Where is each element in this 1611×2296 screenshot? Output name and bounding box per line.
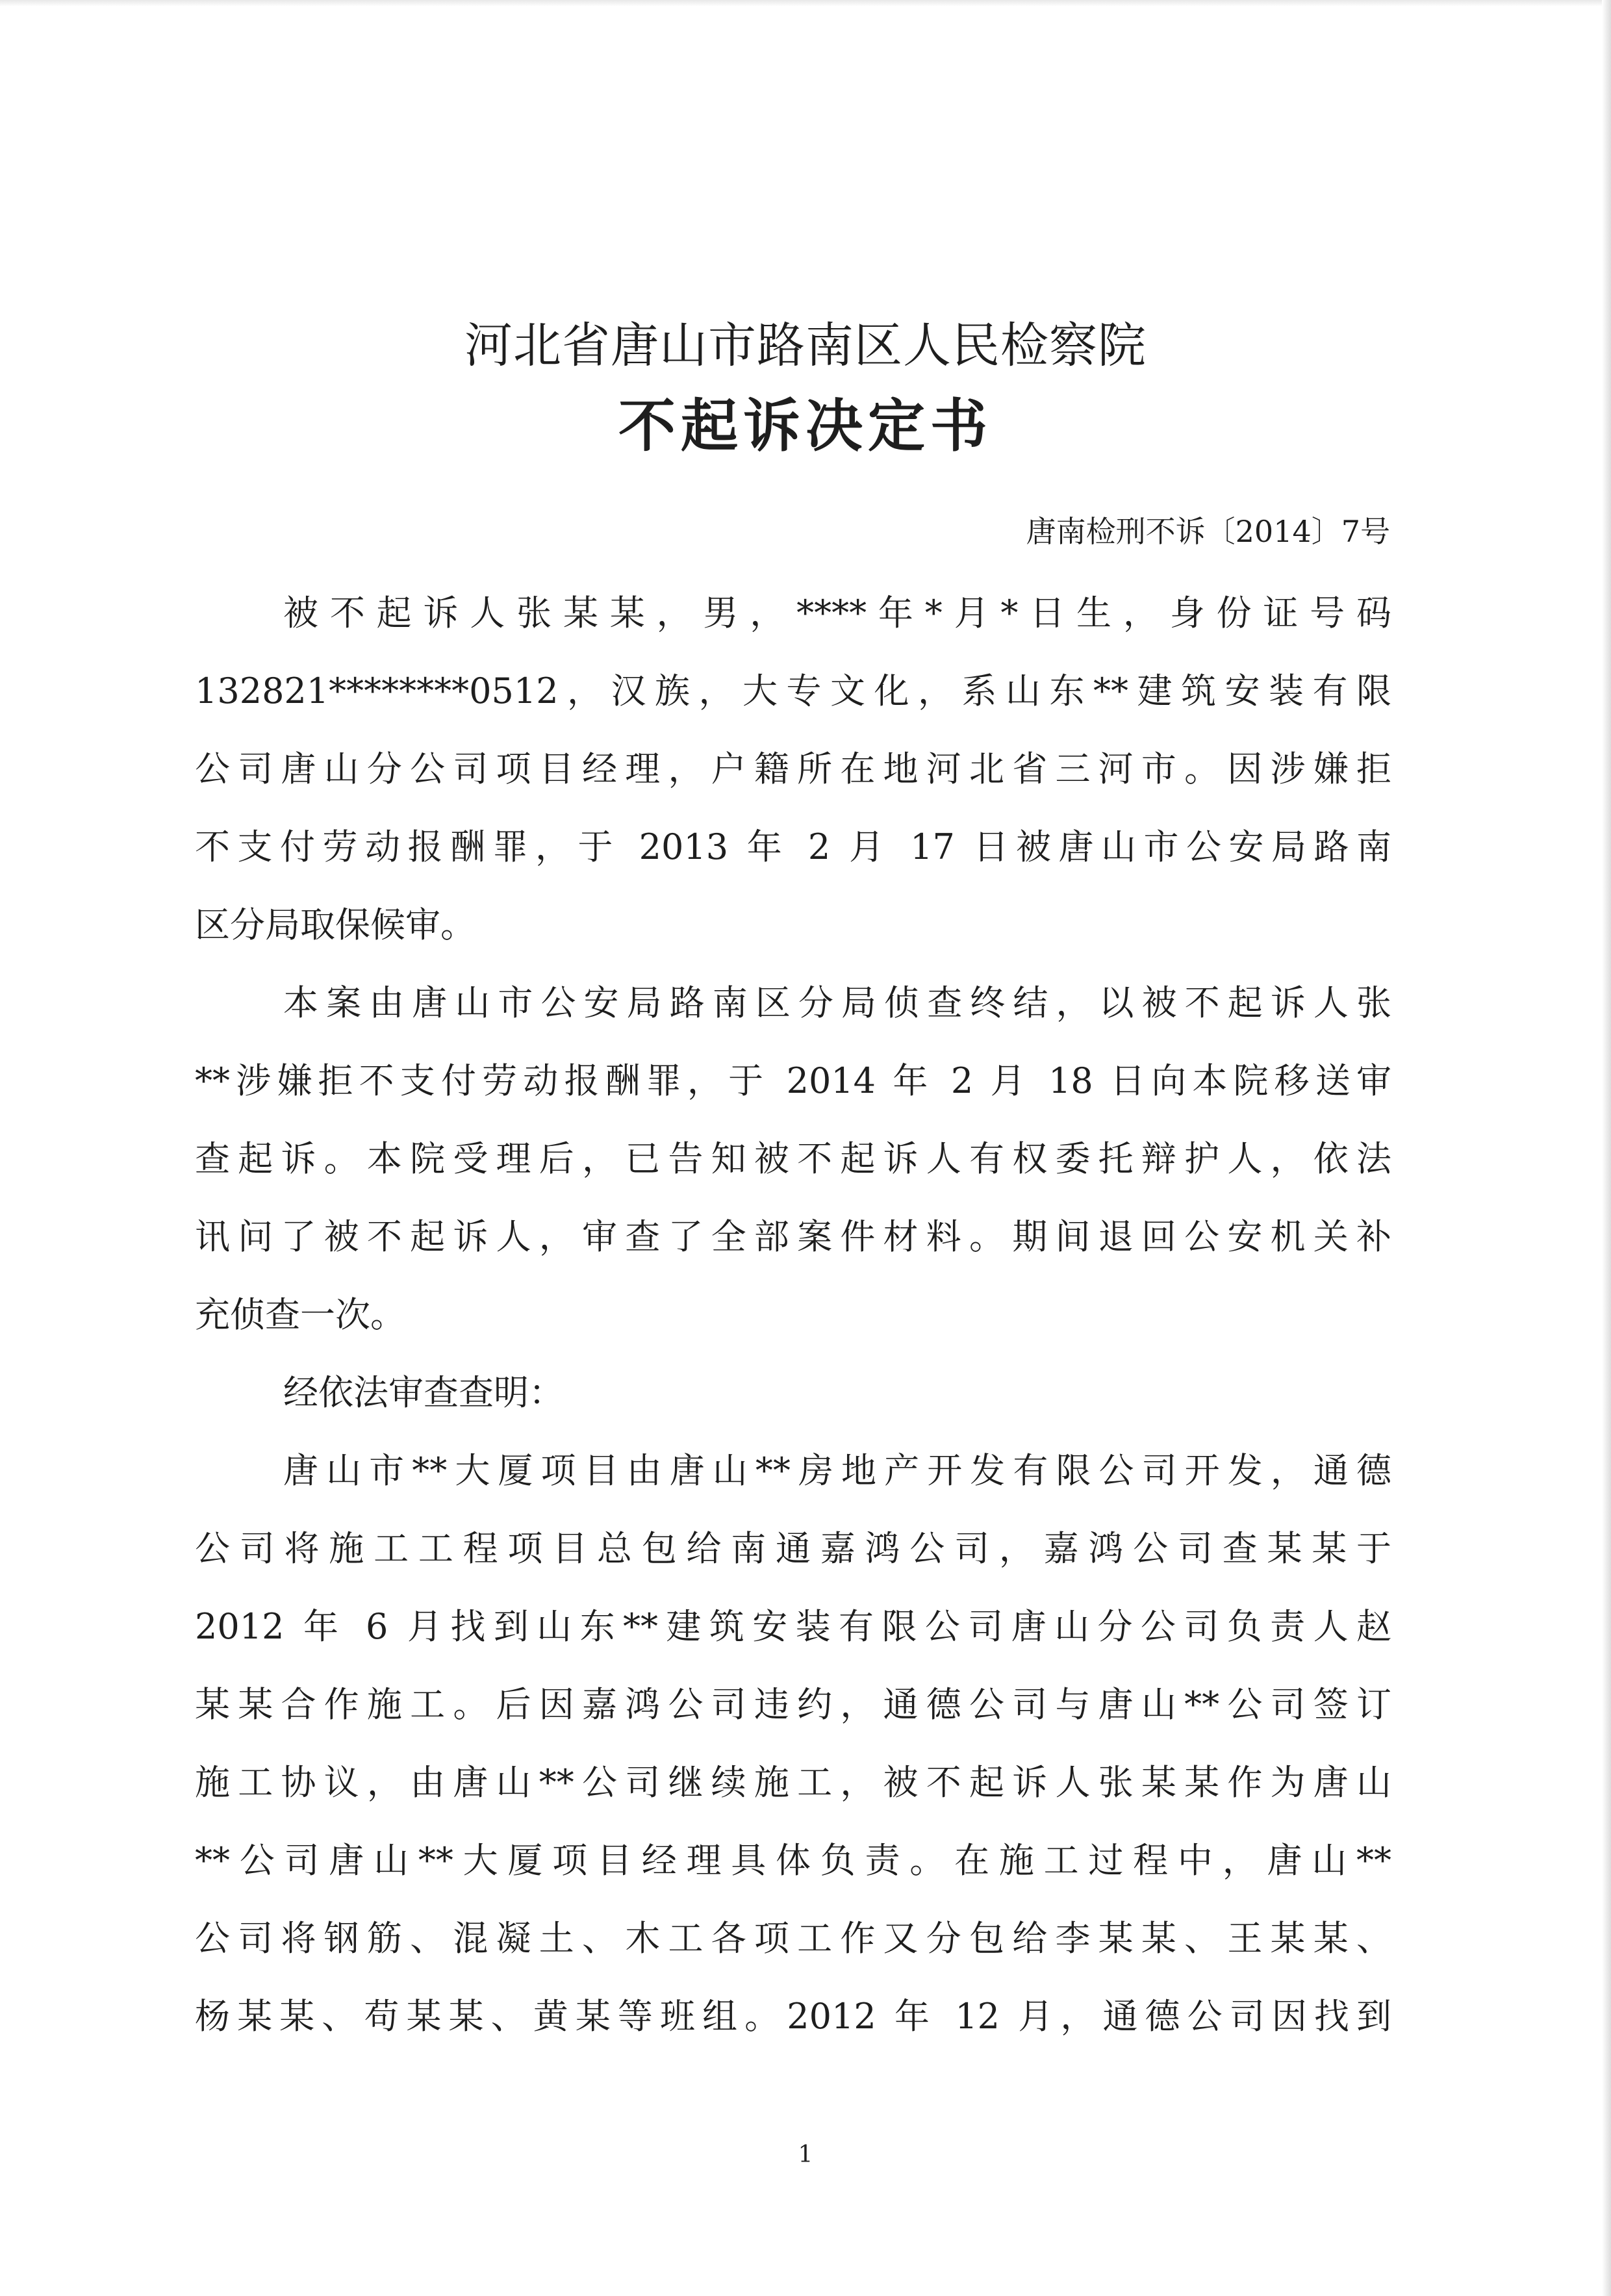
body-line: 某某合作施工。后因嘉鸿公司违约，通德公司与唐山**公司签订 — [195, 1684, 1391, 1725]
body-line: 公司将施工工程项目总包给南通嘉鸿公司，嘉鸿公司查某某于 — [195, 1528, 1391, 1569]
body-line: 区分局取保候审。 — [195, 904, 476, 945]
document-title: 不起诉决定书 — [618, 392, 993, 459]
body-line: 唐山市**大厦项目由唐山**房地产开发有限公司开发，通德 — [283, 1450, 1391, 1491]
section-heading: 经依法审查查明： — [283, 1372, 564, 1413]
body-line: **涉嫌拒不支付劳动报酬罪，于 2014 年 2 月 18 日向本院移送审 — [195, 1060, 1391, 1101]
body-line: **公司唐山**大厦项目经理具体负责。在施工过程中，唐山** — [195, 1840, 1391, 1881]
body-line: 132821********0512，汉族，大专文化，系山东**建筑安装有限 — [195, 670, 1391, 711]
body-line: 不支付劳动报酬罪，于 2013 年 2 月 17 日被唐山市公安局路南 — [195, 826, 1391, 867]
body-line: 施工协议，由唐山**公司继续施工，被不起诉人张某某作为唐山 — [195, 1762, 1391, 1803]
body-line: 公司唐山分公司项目经理，户籍所在地河北省三河市。因涉嫌拒 — [195, 748, 1391, 789]
document-number: 唐南检刑不诉〔2014〕7号 — [1026, 514, 1390, 549]
body-line: 本案由唐山市公安局路南区分局侦查终结，以被不起诉人张 — [283, 982, 1391, 1023]
body-line: 公司将钢筋、混凝土、木工各项工作又分包给李某某、王某某、 — [195, 1918, 1391, 1959]
body-line: 充侦查一次。 — [195, 1294, 405, 1335]
page-number: 1 — [798, 2141, 813, 2168]
body-line: 被不起诉人张某某，男，****年*月*日生，身份证号码 — [283, 593, 1391, 633]
body-line: 2012 年 6 月找到山东**建筑安装有限公司唐山分公司负责人赵 — [195, 1606, 1391, 1647]
body-line: 杨某某、苟某某、黄某等班组。2012 年 12 月，通德公司因找到 — [195, 1996, 1391, 2037]
body-line: 讯问了被不起诉人，审查了全部案件材料。期间退回公安机关补 — [195, 1216, 1391, 1257]
agency-title: 河北省唐山市路南区人民检察院 — [464, 318, 1147, 374]
scan-edge-top — [0, 0, 1611, 6]
body-line: 查起诉。本院受理后，已告知被不起诉人有权委托辩护人，依法 — [195, 1138, 1391, 1179]
